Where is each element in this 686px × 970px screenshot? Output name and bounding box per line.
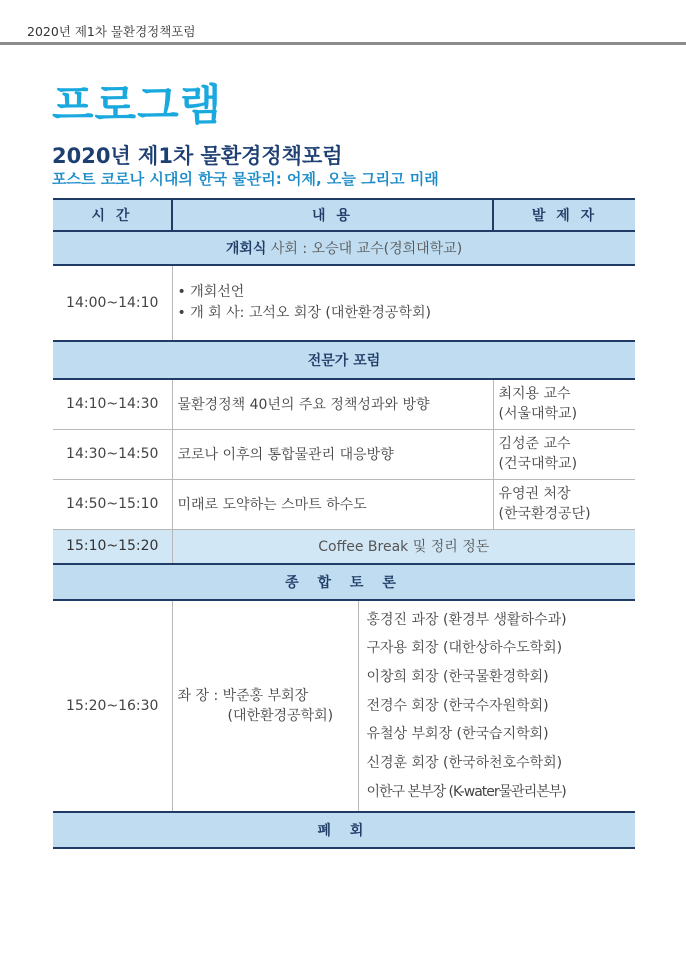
closing-section xyxy=(53,812,635,848)
session-speaker: 최지용 교수 xyxy=(498,386,571,403)
table-row xyxy=(53,379,635,429)
discussion-time: 15:20~16:30 xyxy=(53,600,172,812)
panelist: 이창희 회장 (한국물환경학회) xyxy=(366,668,549,685)
break-time: 15:10~15:20 xyxy=(53,529,172,564)
header-rule xyxy=(0,42,686,45)
panelist: 신경훈 회장 (한국하천호수학회) xyxy=(366,755,563,772)
opening-items xyxy=(172,265,635,341)
opening-time: 14:00~14:10 xyxy=(53,265,172,341)
opening-moderator: 사회 : 오승대 교수(경희대학교) xyxy=(270,241,463,257)
discussion-chair-affiliation: (대한환경공학회) xyxy=(227,708,334,724)
session-speaker-cell xyxy=(493,479,635,529)
table-row xyxy=(53,265,635,341)
header-time: 시 간 xyxy=(53,199,172,231)
panelist: 구자용 회장 (대한상하수도학회) xyxy=(366,640,563,657)
break-label: Coffee Break 및 정리 정돈 xyxy=(172,529,635,564)
forum-title: 2020년 제1차 물환경정책포럼 xyxy=(52,144,343,168)
table-row xyxy=(53,600,635,812)
opening-section-row xyxy=(53,231,635,265)
panelist: 전경수 회장 (한국수자원학회) xyxy=(366,697,549,714)
session-speaker-cell xyxy=(493,379,635,429)
closing-title: 폐 회 xyxy=(317,823,371,839)
session-affiliation: (한국환경공단) xyxy=(498,506,591,522)
running-header: 2020년 제1차 물환경정책포럼 xyxy=(27,24,196,39)
session-affiliation: (서울대학교) xyxy=(498,406,578,423)
opening-item: • 개회선언 xyxy=(177,284,245,300)
panelist: 유철상 부회장 (한국습지학회) xyxy=(366,726,549,743)
table-header-row xyxy=(53,199,635,231)
header-speaker: 발 제 자 xyxy=(493,199,635,231)
break-row xyxy=(53,529,635,564)
discussion-section-row xyxy=(53,564,635,600)
session-topic: 물환경정책 40년의 주요 정책성과와 방향 xyxy=(172,379,493,429)
opening-section xyxy=(53,231,635,265)
session-speaker-cell xyxy=(493,429,635,479)
discussion-title: 종 합 토 론 xyxy=(285,575,403,591)
program-table xyxy=(53,198,635,849)
session-affiliation: (건국대학교) xyxy=(498,456,578,472)
expert-section-row xyxy=(53,341,635,379)
panelist: 홍경진 과장 (환경부 생활하수과) xyxy=(366,611,567,628)
panelist-list xyxy=(358,600,635,812)
session-speaker: 유영권 처장 xyxy=(498,486,571,502)
session-time: 14:10~14:30 xyxy=(53,379,172,429)
discussion-section xyxy=(53,564,635,600)
session-speaker: 김성준 교수 xyxy=(498,436,571,452)
expert-title: 전문가 포럼 xyxy=(307,353,381,369)
discussion-chair: 좌 장 : 박준홍 부회장 xyxy=(177,688,309,704)
expert-section xyxy=(53,341,635,379)
table-row xyxy=(53,479,635,529)
session-time: 14:50~15:10 xyxy=(53,479,172,529)
header-content: 내 용 xyxy=(172,199,493,231)
session-topic: 코로나 이후의 통합물관리 대응방향 xyxy=(172,429,493,479)
discussion-chair-cell xyxy=(172,600,358,812)
opening-item: • 개 회 사: 고석오 회장 (대한환경공학회) xyxy=(177,305,431,321)
closing-section-row xyxy=(53,812,635,848)
panelist: 이한구 본부장 (K-water물관리본부) xyxy=(366,783,566,800)
session-time: 14:30~14:50 xyxy=(53,429,172,479)
session-topic: 미래로 도약하는 스마트 하수도 xyxy=(172,479,493,529)
forum-theme: 포스트 코로나 시대의 한국 물관리: 어제, 오늘 그리고 미래 xyxy=(52,170,439,188)
table-row xyxy=(53,429,635,479)
page-title: 프로그램 xyxy=(52,81,223,131)
opening-title: 개회식 xyxy=(225,241,267,257)
